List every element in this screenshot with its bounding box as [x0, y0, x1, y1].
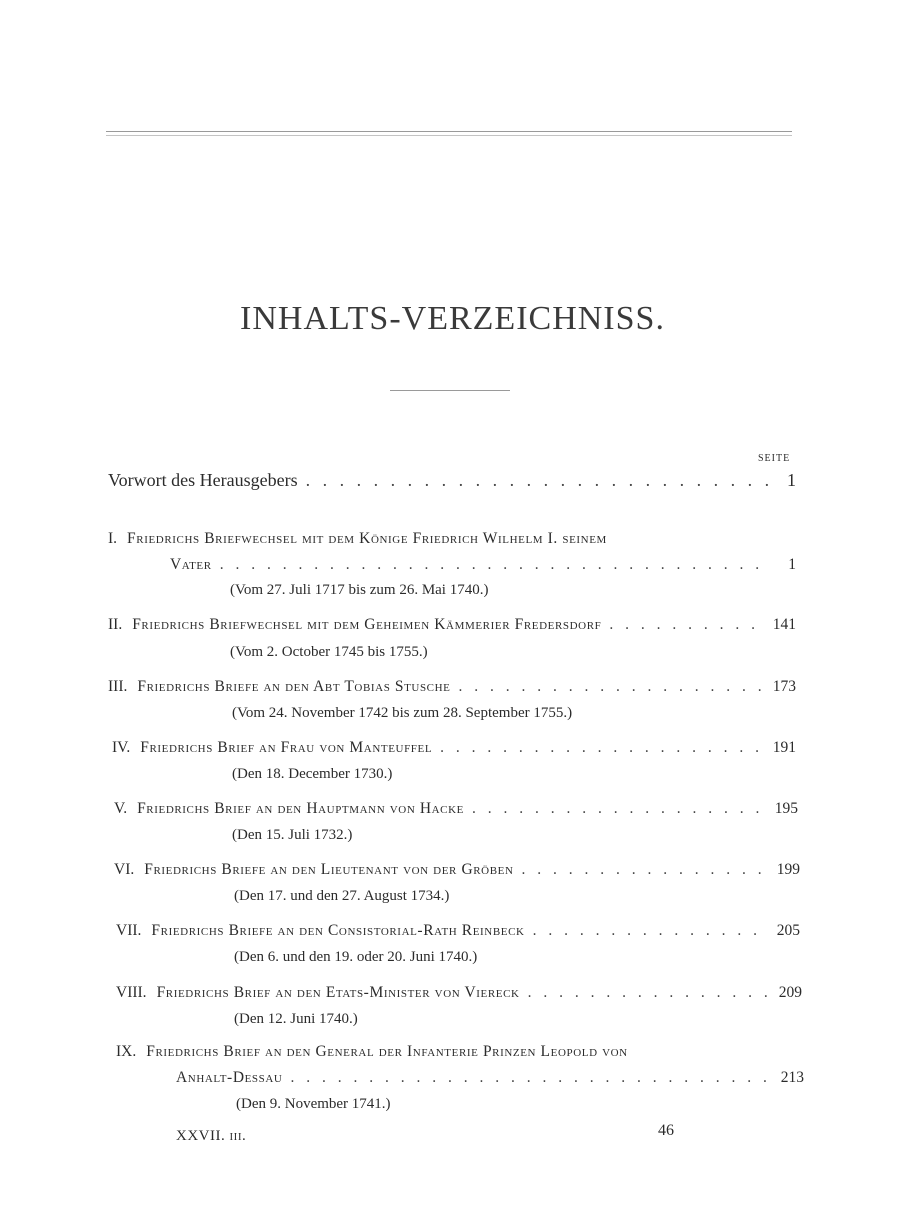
title-divider: [390, 390, 510, 391]
entry-number: II.: [108, 616, 123, 633]
toc-entry-2: [108, 616, 796, 634]
entry-date: (Den 17. und den 27. August 1734.): [234, 888, 450, 904]
entry-date: (Den 15. Juli 1732.): [232, 827, 353, 843]
entry-date: (Den 18. December 1730.): [232, 766, 393, 782]
page-column-label: SEITE: [758, 453, 791, 464]
leader-dots: [522, 861, 769, 879]
toc-entry-6: [114, 861, 800, 879]
entry-page: 195: [774, 800, 798, 817]
entry-page: 191: [772, 739, 796, 756]
entry-title: Friedrichs Briefe an den Lieutenant von der Gröben: [144, 861, 514, 878]
entry-page: 209: [778, 984, 802, 1001]
page-title: INHALTS-VERZEICHNISS.: [240, 300, 665, 337]
entry-title: Friedrichs Brief an den General der Infanterie Prinzen Leopold von: [146, 1043, 628, 1060]
leader-dots: [609, 616, 764, 634]
entry-number: VIII.: [116, 984, 147, 1001]
entry-number: VI.: [114, 861, 135, 878]
top-rule: [106, 131, 792, 132]
entry-page: 213: [780, 1069, 804, 1086]
entry-number: V.: [114, 800, 128, 817]
entry-page: 173: [772, 678, 796, 695]
entry-date: (Den 12. Juni 1740.): [234, 1011, 358, 1027]
entry-page: 141: [772, 616, 796, 633]
toc-entry-7: [116, 922, 800, 940]
entry-title: Friedrichs Briefwechsel mit dem Könige Friedrich Wilhelm I. seinem: [127, 530, 607, 547]
entry-title: Friedrichs Briefwechsel mit dem Geheimen Kämmerier Fredersdorf: [132, 616, 602, 633]
entry-title: Friedrichs Brief an Frau von Manteuffel: [140, 739, 433, 756]
toc-entry-5: [114, 800, 798, 818]
toc-entry-4: [112, 739, 796, 757]
sheet-number: 46: [658, 1122, 674, 1139]
entry-number: IX.: [116, 1043, 137, 1060]
leader-dots: [220, 556, 768, 574]
leader-dots: [528, 984, 771, 1002]
leader-dots: [472, 800, 767, 818]
toc-entry-3: [108, 678, 796, 696]
toc-entry-8: [116, 984, 802, 1002]
entry-number: VII.: [116, 922, 142, 939]
entry-title: Friedrichs Briefe an den Consistorial-Rath Reinbeck: [151, 922, 525, 939]
entry-number: IV.: [112, 739, 131, 756]
toc-entry-1: [108, 530, 748, 548]
entry-number: I.: [108, 530, 118, 547]
toc-entry-1-continued: [170, 556, 796, 574]
signature-mark: XXVII. iii.: [176, 1128, 247, 1144]
entry-date: (Den 9. November 1741.): [236, 1096, 391, 1112]
leader-dots: [440, 739, 765, 757]
leader-dots: [459, 678, 765, 696]
leader-dots: [533, 922, 769, 940]
entry-title-continued: Vater: [170, 556, 212, 573]
entry-page: 205: [776, 922, 800, 939]
toc-preface: [108, 470, 796, 491]
top-rule-secondary: [106, 135, 792, 136]
entry-title: Friedrichs Briefe an den Abt Tobias Stusche: [137, 678, 451, 695]
toc-entry-9-continued: [176, 1069, 804, 1087]
preface-page: 1: [787, 470, 796, 490]
preface-label: Vorwort des Herausgebers: [108, 470, 298, 490]
entry-page: 1: [788, 556, 796, 573]
toc-entry-9: [116, 1043, 756, 1061]
entry-date: (Vom 27. Juli 1717 bis zum 26. Mai 1740.): [230, 582, 489, 598]
entry-title: Friedrichs Brief an den Etats-Minister von Viereck: [156, 984, 520, 1001]
leader-dots: [306, 470, 768, 491]
entry-date: (Vom 24. November 1742 bis zum 28. September 1755.): [232, 705, 573, 721]
entry-number: III.: [108, 678, 128, 695]
entry-date: (Den 6. und den 19. oder 20. Juni 1740.): [234, 949, 478, 965]
entry-page: 199: [776, 861, 800, 878]
leader-dots: [290, 1069, 772, 1087]
entry-date: (Vom 2. October 1745 bis 1755.): [230, 644, 428, 660]
entry-title-continued: Anhalt-Dessau: [176, 1069, 283, 1086]
entry-title: Friedrichs Brief an den Hauptmann von Hacke: [137, 800, 464, 817]
